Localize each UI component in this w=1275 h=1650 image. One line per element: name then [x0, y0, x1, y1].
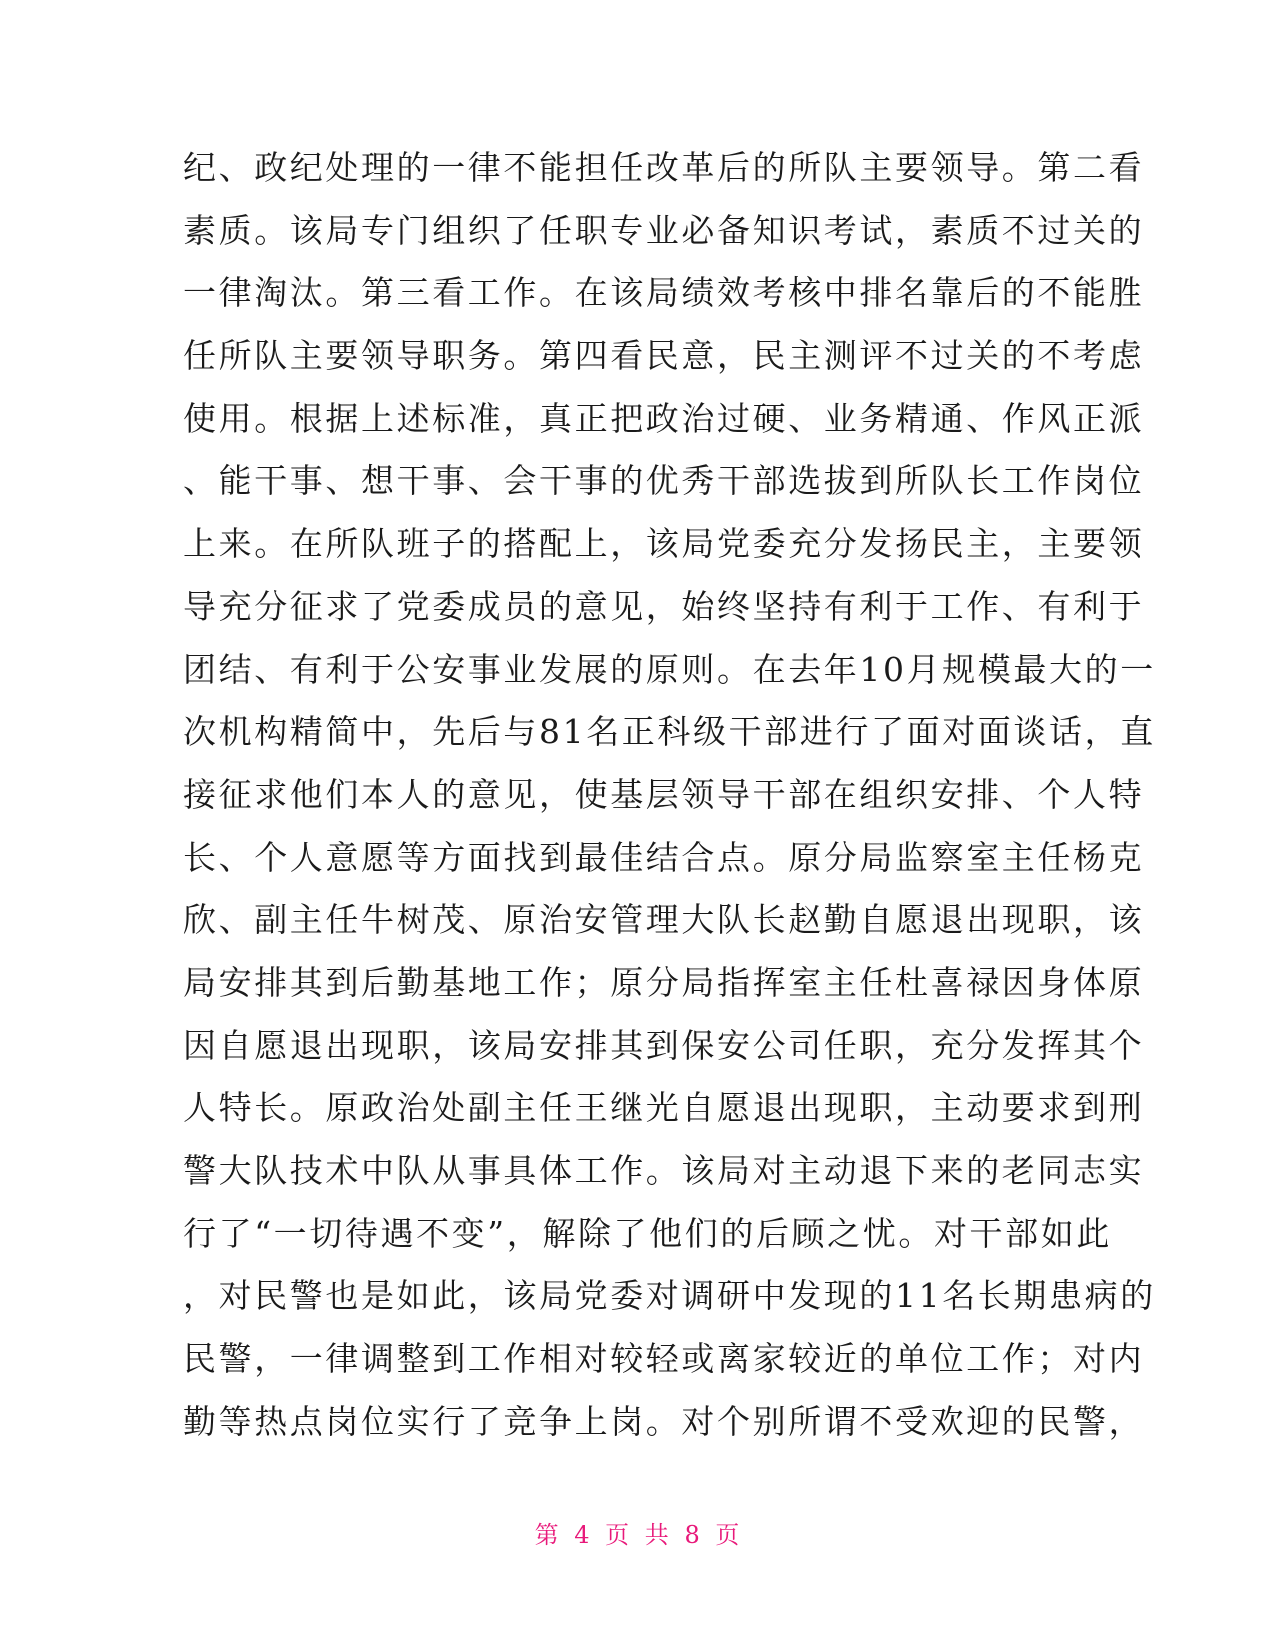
text-line: 行了“一切待遇不变”，解除了他们的后顾之忧。对干部如此	[183, 1213, 1112, 1253]
body-text	[183, 137, 1156, 1453]
text-line: 使用。根据上述标准，真正把政治过硬、业务精通、作风正派	[183, 398, 1145, 438]
text-line: 上来。在所队班子的搭配上，该局党委充分发扬民主，主要领	[183, 524, 1145, 564]
text-line: 人特长。原政治处副主任王继光自愿退出现职，主动要求到刑	[183, 1088, 1145, 1128]
text-line: ，对民警也是如此，该局党委对调研中发现的11名长期患病的	[183, 1276, 1156, 1316]
text-line: 导充分征求了党委成员的意见，始终坚持有利于工作、有利于	[183, 586, 1145, 626]
text-line: 因自愿退出现职，该局安排其到保安公司任职，充分发挥其个	[183, 1025, 1145, 1065]
text-line: 欣、副主任牛树茂、原治安管理大队长赵勤自愿退出现职，该	[183, 900, 1145, 940]
text-line: 任所队主要领导职务。第四看民意，民主测评不过关的不考虑	[183, 336, 1145, 376]
text-line: 民警，一律调整到工作相对较轻或离家较近的单位工作；对内	[183, 1339, 1145, 1379]
text-line: 纪、政纪处理的一律不能担任改革后的所队主要领导。第二看	[183, 148, 1145, 187]
text-line: 团结、有利于公安事业发展的原则。在去年10月规模最大的一	[183, 649, 1156, 689]
text-line: 次机构精简中，先后与81名正科级干部进行了面对面谈话，直	[183, 712, 1156, 752]
page-number-footer: 第 4 页 共 8 页	[534, 1521, 741, 1549]
text-line: 长、个人意愿等方面找到最佳结合点。原分局监察室主任杨克	[183, 837, 1145, 877]
text-line: 一律淘汰。第三看工作。在该局绩效考核中排名靠后的不能胜	[183, 273, 1145, 313]
text-line: 局安排其到后勤基地工作；原分局指挥室主任杜喜禄因身体原	[183, 962, 1145, 1002]
text-line: 素质。该局专门组织了任职专业必备知识考试，素质不过关的	[183, 210, 1145, 250]
text-line: 警大队技术中队从事具体工作。该局对主动退下来的老同志实	[183, 1151, 1145, 1190]
text-line: 接征求他们本人的意见，使基层领导干部在组织安排、个人特	[183, 774, 1145, 814]
text-line: 勤等热点岗位实行了竞争上岗。对个别所谓不受欢迎的民警，	[183, 1401, 1145, 1441]
text-line: 、能干事、想干事、会干事的优秀干部选拔到所队长工作岗位	[183, 461, 1145, 501]
